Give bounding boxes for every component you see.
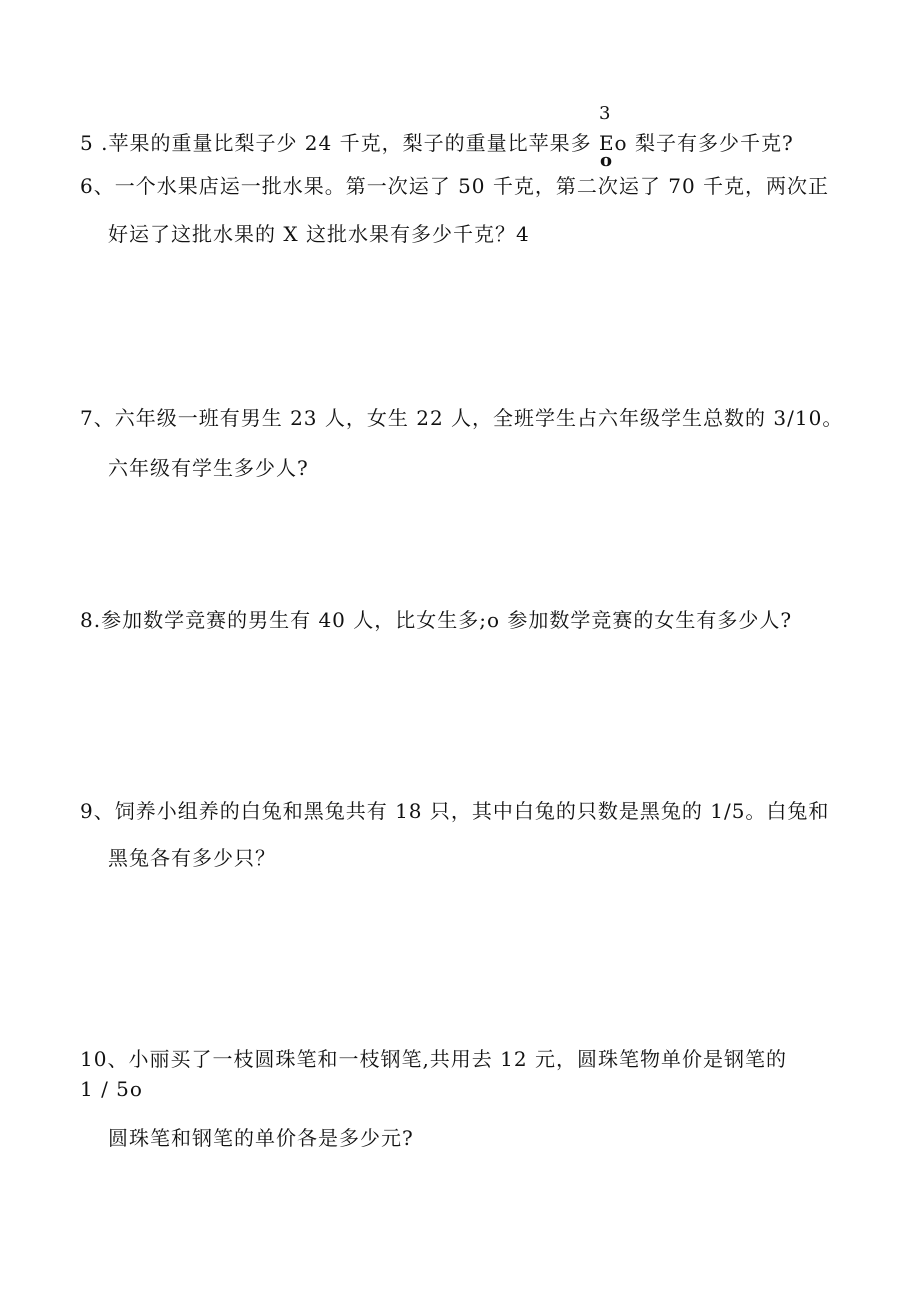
problem-7-line-1: 7、六年级一班有男生 23 人，女生 22 人，全班学生占六年级学生总数的 3/10。 <box>80 406 844 430</box>
problem-7-line-2: 六年级有学生多少人? <box>108 456 309 480</box>
problem-8-line-1: 8.参加数学竞赛的男生有 40 人，比女生多;o 参加数学竞赛的女生有多少人? <box>80 608 793 632</box>
problem-10-line-2: 1 / 5o <box>80 1077 143 1101</box>
problem-5-subscript: o <box>600 150 613 171</box>
problem-6-line-1: 6、一个水果店运一批水果。第一次运了 50 千克，第二次运了 70 千克，两次正 <box>80 174 830 198</box>
problem-5-superscript: 3 <box>599 103 611 124</box>
problem-9-line-1: 9、饲养小组养的白兔和黑兔共有 18 只，其中白兔的只数是黑兔的 1/5。白兔和 <box>80 799 830 823</box>
problem-9-line-2: 黑兔各有多少只？ <box>108 846 276 870</box>
problem-10-line-3: 圆珠笔和钢笔的单价各是多少元? <box>108 1126 414 1150</box>
problem-10-line-1: 10、小丽买了一枝圆珠笔和一枝钢笔,共用去 12 元，圆珠笔物单价是钢笔的 <box>80 1047 787 1071</box>
problem-5-text: 5 .苹果的重量比梨子少 24 千克，梨子的重量比苹果多 Eo 梨子有多少千克? <box>80 131 794 155</box>
problem-6-line-2: 好运了这批水果的 X 这批水果有多少千克？4 <box>108 222 530 246</box>
